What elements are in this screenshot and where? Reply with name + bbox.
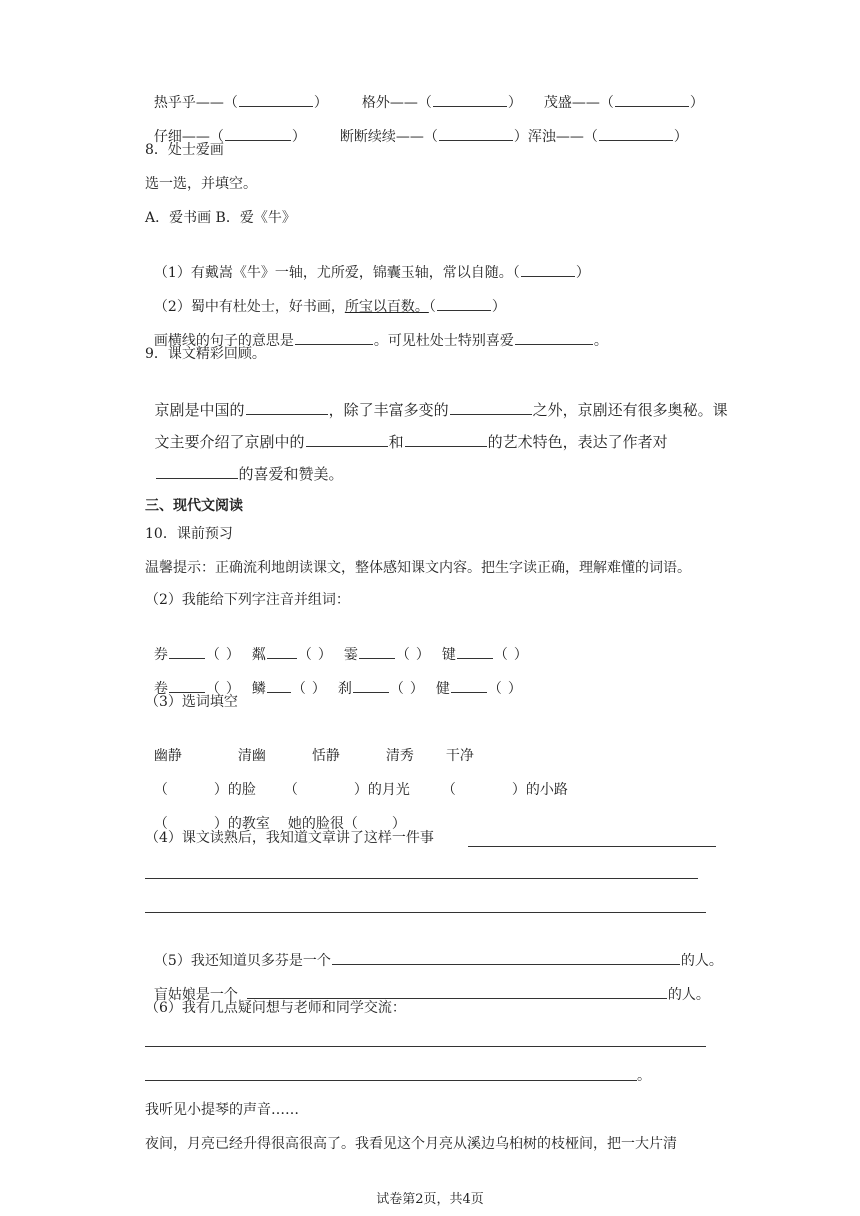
answer-blank[interactable] [295,330,373,345]
answer-blank[interactable] [359,644,395,659]
q10-part-2-title: （2）我能给下列字注音并组词： [145,592,350,608]
vocab-word: 热乎乎 [153,95,196,111]
answer-blank[interactable] [515,330,593,345]
q8-sentence-3: 画横线的句子的意思是 。可见杜处士特别喜爱 。 [145,310,608,351]
answer-blank[interactable] [239,92,313,107]
answer-blank[interactable] [225,126,291,141]
answer-blank[interactable] [615,92,689,107]
answer-blank[interactable] [169,644,205,659]
q9-line-3: 的喜爱和赞美。 [145,444,344,484]
q10-tip: 温馨提示：正确流利地朗读课文，整体感知课文内容。把生字读正确，理解难懂的词语。 [145,560,691,576]
answer-line[interactable] [145,1080,637,1081]
answer-blank[interactable] [599,126,673,141]
answer-blank[interactable] [156,464,238,479]
q10-part-5b: 盲姑娘是一个 的人。 [145,964,710,1005]
q10-chars-row-2: 卷 （ ） 鳞 （ ） 刹 （ ） 健 （ ） [145,658,522,699]
question-10-title: 10．课前预习 [145,526,233,542]
vocab-word: 茂盛 [543,95,572,111]
answer-line[interactable] [468,846,716,847]
question-9-title: 9．课文精彩回顾。 [145,346,266,362]
q8-options: A．爱书画 B．爱《牛》 [145,210,296,226]
q9-line-1: 京剧是中国的 ，除了丰富多变的 之外，京剧还有很多奥秘。课 [154,401,728,419]
answer-line[interactable] [145,878,698,879]
vocab-word: 仔细 [153,129,182,145]
word-choices: 幽静 清幽 恬静 清秀 干净 [153,748,474,764]
answer-blank[interactable] [267,644,297,659]
answer-blank[interactable] [437,296,491,311]
section-heading: 三、现代文阅读 [145,498,243,514]
answer-blank[interactable] [457,644,493,659]
q8-sentence-1: （1）有戴嵩《牛》一轴，尤所爱，锦囊玉轴，常以自随。（ ） [145,242,590,283]
q10-part-6-title: （6）我有几点疑问想与老师和同学交流： [145,1000,406,1016]
q10-part-6-end: 。 [637,1068,651,1084]
q8-instruction: 选一选，并填空。 [145,176,257,192]
answer-blank[interactable] [521,262,575,277]
answer-blank[interactable] [353,678,389,693]
answer-blank[interactable] [332,950,680,965]
vocab-row-1: 热乎乎——（ ） 格外——（ ） 茂盛——（ ） [145,72,704,113]
answer-line[interactable] [145,912,706,913]
vocab-word: 格外 [361,95,390,111]
answer-blank[interactable] [247,984,667,999]
q10-part-3-title: （3）选词填空 [145,694,238,710]
q8-sentence-2: （2）蜀中有杜处士，好书画，所宝以百数。（ ） [145,276,506,317]
answer-blank[interactable] [405,432,487,447]
passage-line-2: 夜间，月亮已经升得很高很高了。我看见这个月亮从溪边乌桕树的枝桠间，把一大片清 [145,1136,677,1152]
answer-blank[interactable] [433,92,507,107]
answer-blank[interactable] [451,678,487,693]
q10-part-4-title: （4）课文读熟后，我知道文章讲了这样一件事 [145,830,434,846]
answer-blank[interactable] [267,678,291,693]
vocab-word: 浑浊 [527,129,556,145]
q10-chars-row-1: 券 （ ） 粼 （ ） 霎 （ ） 键 （ ） [145,624,528,665]
vocab-word: 断断续续 [339,129,396,145]
vocab-row-2: 仔细——（ ） 断断续续——（ ）浑浊——（ ） [145,106,688,147]
fill-row-1: （ ）的脸 （ ）的月光 （ ）的小路 [153,782,568,798]
question-8-title: 8．处士爱画 [145,142,224,158]
q9-line-2: 文主要介绍了京剧中的 和 的艺术特色，表达了作者对 [154,433,668,451]
answer-blank[interactable] [169,678,205,693]
passage-line-1: 我听见小提琴的声音…… [145,1102,299,1118]
answer-blank[interactable] [439,126,513,141]
answer-line[interactable] [145,1046,706,1047]
q10-part-5a: （5）我还知道贝多芬是一个 的人。 [145,930,723,971]
underlined-sentence: 所宝以百数。 [344,299,429,315]
page-footer: 试卷第2页，共4页 [376,1192,484,1207]
fill-row-2: （ ）的教室 她的脸很（ ） [153,816,406,832]
